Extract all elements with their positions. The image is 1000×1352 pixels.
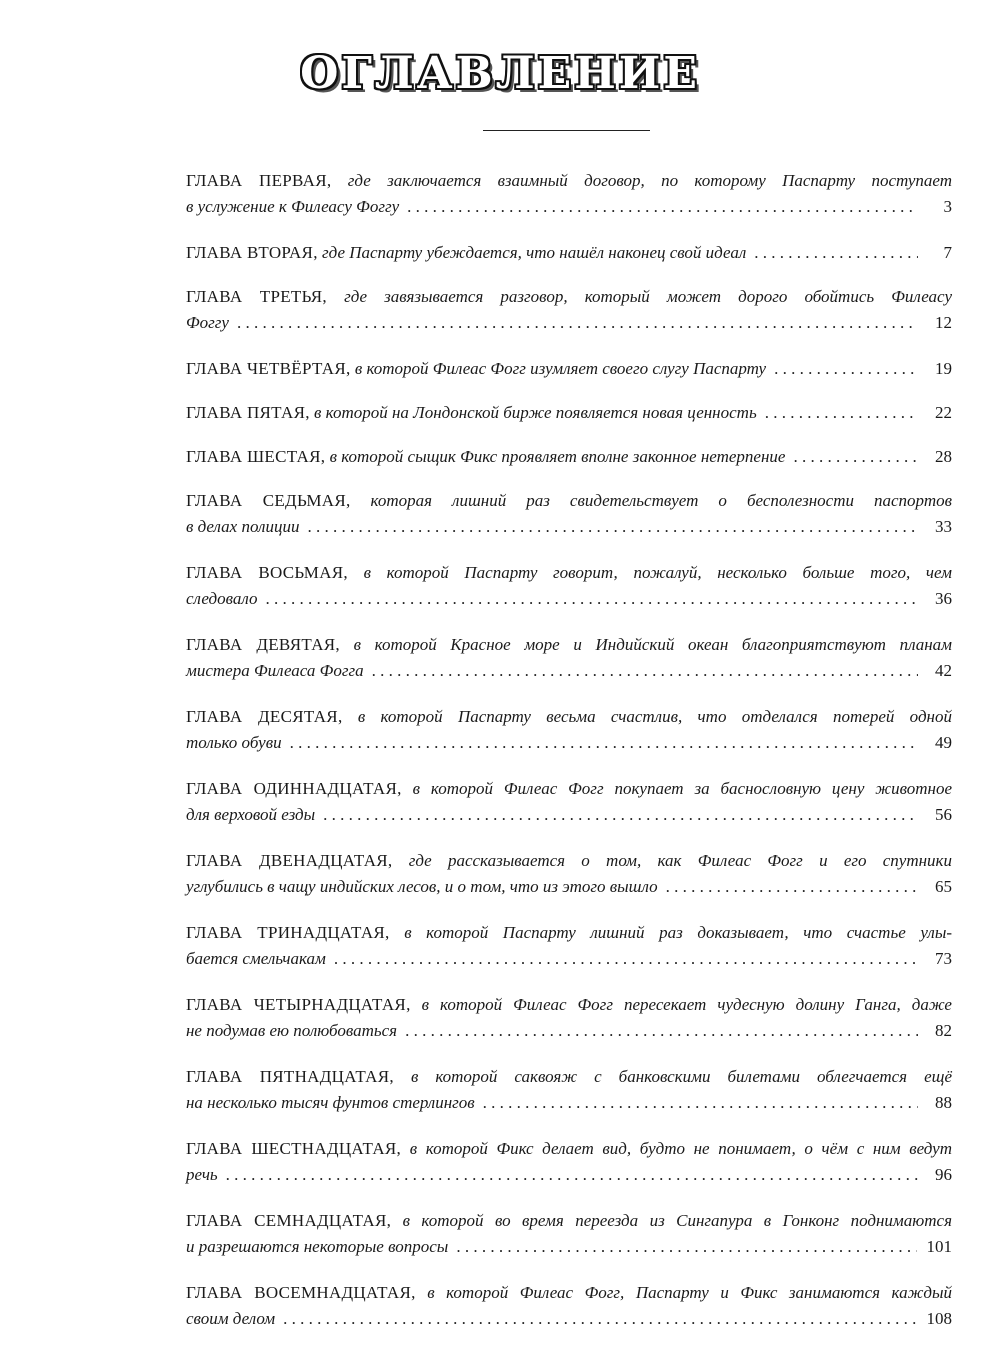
chapter-label: ГЛАВА ВОСЕМНАДЦАТАЯ, — [186, 1283, 416, 1302]
entry-line-2 — [186, 946, 952, 972]
page-number: 7 — [943, 243, 952, 262]
page-number: 82 — [935, 1021, 952, 1040]
toc-entry[interactable] — [186, 1136, 952, 1188]
page-number: 96 — [935, 1165, 952, 1184]
toc-entry[interactable] — [186, 560, 952, 612]
chapter-description: в которой Паспарту весьма счастлив, что отделался потерей одной — [357, 707, 952, 726]
entry-line-2 — [186, 1234, 952, 1260]
chapter-description-continued: в делах полиции — [186, 517, 300, 536]
chapter-description: в которой Паспарту говорит, пожалуй, несколько больше того, чем — [363, 563, 953, 582]
toc-entry[interactable] — [186, 488, 952, 540]
chapter-description-continued: своим делом — [186, 1309, 276, 1328]
chapter-label: ГЛАВА СЕМНАДЦАТАЯ, — [186, 1211, 392, 1230]
chapter-description-continued: Фоггу — [186, 313, 229, 332]
entry-text — [186, 400, 757, 426]
page-number: 12 — [935, 313, 952, 332]
chapter-description: где заключается взаимный договор, по которому Паспарту поступает — [347, 171, 952, 190]
dot-leader — [307, 514, 918, 540]
entry-line-1 — [186, 444, 952, 470]
toc-entry[interactable] — [186, 284, 952, 336]
dot-leader — [765, 400, 918, 426]
toc-entry[interactable] — [186, 920, 952, 972]
chapter-description-continued: в услужение к Филеасу Фоггу — [186, 197, 400, 216]
chapter-label: ГЛАВА ШЕСТАЯ, — [186, 447, 326, 466]
entry-line-1 — [186, 848, 952, 874]
page-number: 56 — [935, 805, 952, 824]
page-number: 108 — [926, 1309, 952, 1328]
dot-leader — [226, 1162, 918, 1188]
entry-line-1 — [186, 1064, 952, 1090]
toc-entry[interactable] — [186, 356, 952, 382]
chapter-description: в которой во время переезда из Сингапура в Гонконг поднимаются — [402, 1211, 952, 1230]
chapter-label: ГЛАВА ЧЕТЫРНАДЦАТАЯ, — [186, 995, 411, 1014]
chapter-description-continued: углубились в чащу индийских лесов, и о том, что из этого вышло — [186, 877, 658, 896]
entry-line-2 — [186, 1306, 952, 1332]
page-number: 19 — [935, 359, 952, 378]
page-number: 3 — [943, 197, 952, 216]
chapter-description: где Паспарту убеждается, что нашёл наконец свой идеал — [322, 243, 747, 262]
entry-line-2 — [186, 1162, 952, 1188]
page-number: 33 — [935, 517, 952, 536]
chapter-label: ГЛАВА ДЕСЯТАЯ, — [186, 707, 343, 726]
entry-line-1 — [186, 356, 952, 382]
dot-leader — [666, 874, 918, 900]
entry-text — [186, 356, 766, 382]
toc-entry[interactable] — [186, 400, 952, 426]
chapter-label: ГЛАВА ПЯТНАДЦАТАЯ, — [186, 1067, 394, 1086]
entry-line-1 — [186, 1280, 952, 1306]
chapter-description: в которой на Лондонской бирже появляется новая ценность — [314, 403, 757, 422]
toc-entry[interactable] — [186, 632, 952, 684]
entry-line-1 — [186, 240, 952, 266]
entry-line-2 — [186, 514, 952, 540]
dot-leader — [405, 1018, 918, 1044]
page-number: 42 — [935, 661, 952, 680]
entry-line-1 — [186, 168, 952, 194]
dot-leader — [793, 444, 918, 470]
chapter-description-continued: на несколько тысяч фунтов стерлингов — [186, 1093, 475, 1112]
chapter-label: ГЛАВА ДЕВЯТАЯ, — [186, 635, 340, 654]
page-number: 36 — [935, 589, 952, 608]
dot-leader — [456, 1234, 916, 1260]
toc-entry[interactable] — [186, 1064, 952, 1116]
entry-text — [186, 240, 746, 266]
page-number: 22 — [935, 403, 952, 422]
chapter-description: где рассказывается о том, как Филеас Фогг и его спутники — [408, 851, 952, 870]
entry-line-1 — [186, 400, 952, 426]
chapter-label: ГЛАВА ДВЕНАДЦАТАЯ, — [186, 851, 393, 870]
chapter-description: в которой саквояж с банковскими билетами облегчается ещё — [410, 1067, 952, 1086]
entry-line-2 — [186, 1090, 952, 1116]
toc-entry[interactable] — [186, 776, 952, 828]
entry-line-1 — [186, 632, 952, 658]
chapter-description-continued: речь — [186, 1165, 218, 1184]
chapter-description: в которой Фикс делает вид, будто не понимает, о чём с ним ведут — [409, 1139, 952, 1158]
entry-text — [186, 444, 785, 470]
entry-line-1 — [186, 1136, 952, 1162]
chapter-description: в которой Филеас Фогг изумляет своего слугу Паспарту — [354, 359, 767, 378]
entry-line-1 — [186, 1208, 952, 1234]
chapter-description-continued: мистера Филеаса Фогга — [186, 661, 364, 680]
chapter-description: в которой Филеас Фогг пересекает чудесную долину Ганга, даже — [421, 995, 952, 1014]
dot-leader — [237, 310, 918, 336]
dot-leader — [334, 946, 918, 972]
chapter-label: ГЛАВА ПЯТАЯ, — [186, 403, 310, 422]
toc-entry[interactable] — [186, 1208, 952, 1260]
chapter-label: ГЛАВА ТРЕТЬЯ, — [186, 287, 327, 306]
entry-line-2 — [186, 194, 952, 220]
entry-line-2 — [186, 874, 952, 900]
chapter-description: где завязывается разговор, который может дорого обойтись Филеасу — [344, 287, 953, 306]
chapter-label: ГЛАВА ШЕСТНАДЦАТАЯ, — [186, 1139, 402, 1158]
dot-leader — [483, 1090, 918, 1116]
toc-entry[interactable] — [186, 240, 952, 266]
toc-entry[interactable] — [186, 848, 952, 900]
chapter-label: ГЛАВА ВТОРАЯ, — [186, 243, 318, 262]
entry-line-2 — [186, 730, 952, 756]
entry-line-1 — [186, 920, 952, 946]
chapter-label: ГЛАВА ВОСЬМАЯ, — [186, 563, 348, 582]
chapter-description: в которой сыщик Фикс проявляет вполне законное нетерпение — [329, 447, 786, 466]
chapter-description: которая лишний раз свидетельствует о бесполезности паспортов — [370, 491, 952, 510]
page-number: 73 — [935, 949, 952, 968]
dot-leader — [754, 240, 918, 266]
page-number: 28 — [935, 447, 952, 466]
chapter-label: ГЛАВА ОДИННАДЦАТАЯ, — [186, 779, 402, 798]
chapter-description-continued: только обуви — [186, 733, 282, 752]
chapter-description-continued: не подумав ею полюбоваться — [186, 1021, 398, 1040]
chapter-label: ГЛАВА ПЕРВАЯ, — [186, 171, 332, 190]
entry-line-1 — [186, 776, 952, 802]
toc-entry[interactable] — [186, 992, 952, 1044]
chapter-description-continued: и разрешаются некоторые вопросы — [186, 1237, 449, 1256]
entry-line-1 — [186, 704, 952, 730]
dot-leader — [266, 586, 919, 612]
entry-line-2 — [186, 802, 952, 828]
page-number: 88 — [935, 1093, 952, 1112]
page-number: 65 — [935, 877, 952, 896]
entry-line-2 — [186, 1018, 952, 1044]
table-of-contents — [186, 168, 952, 1352]
dot-leader — [323, 802, 918, 828]
entry-line-2 — [186, 658, 952, 684]
toc-entry[interactable] — [186, 168, 952, 220]
page-number: 101 — [926, 1237, 952, 1256]
chapter-description: в которой Филеас Фогг, Паспарту и Фикс занимаются каждый — [427, 1283, 953, 1302]
entry-line-1 — [186, 560, 952, 586]
entry-line-1 — [186, 488, 952, 514]
dot-leader — [290, 730, 918, 756]
page-title: ОГЛАВЛЕНИЕ — [300, 48, 700, 99]
toc-entry[interactable] — [186, 704, 952, 756]
chapter-description-continued: бается смельчакам — [186, 949, 326, 968]
chapter-description-continued: следовало — [186, 589, 258, 608]
dot-leader — [407, 194, 918, 220]
entry-line-2 — [186, 586, 952, 612]
page-number: 49 — [935, 733, 952, 752]
entry-line-2 — [186, 310, 952, 336]
entry-line-1 — [186, 992, 952, 1018]
chapter-description-continued: для верховой езды — [186, 805, 316, 824]
chapter-description: в которой Филеас Фогг покупает за баснословную цену животное — [412, 779, 953, 798]
dot-leader — [283, 1306, 916, 1332]
chapter-label: ГЛАВА СЕДЬМАЯ, — [186, 491, 351, 510]
toc-entry[interactable] — [186, 1280, 952, 1332]
chapter-description: в которой Паспарту лишний раз доказывает, что счастье улы- — [404, 923, 952, 942]
dot-leader — [372, 658, 918, 684]
chapter-label: ГЛАВА ТРИНАДЦАТАЯ, — [186, 923, 390, 942]
chapter-label: ГЛАВА ЧЕТВЁРТАЯ, — [186, 359, 351, 378]
title-divider — [483, 130, 650, 131]
chapter-description: в которой Красное море и Индийский океан благоприятствуют планам — [353, 635, 953, 654]
dot-leader — [774, 356, 918, 382]
entry-line-1 — [186, 284, 952, 310]
toc-entry[interactable] — [186, 444, 952, 470]
